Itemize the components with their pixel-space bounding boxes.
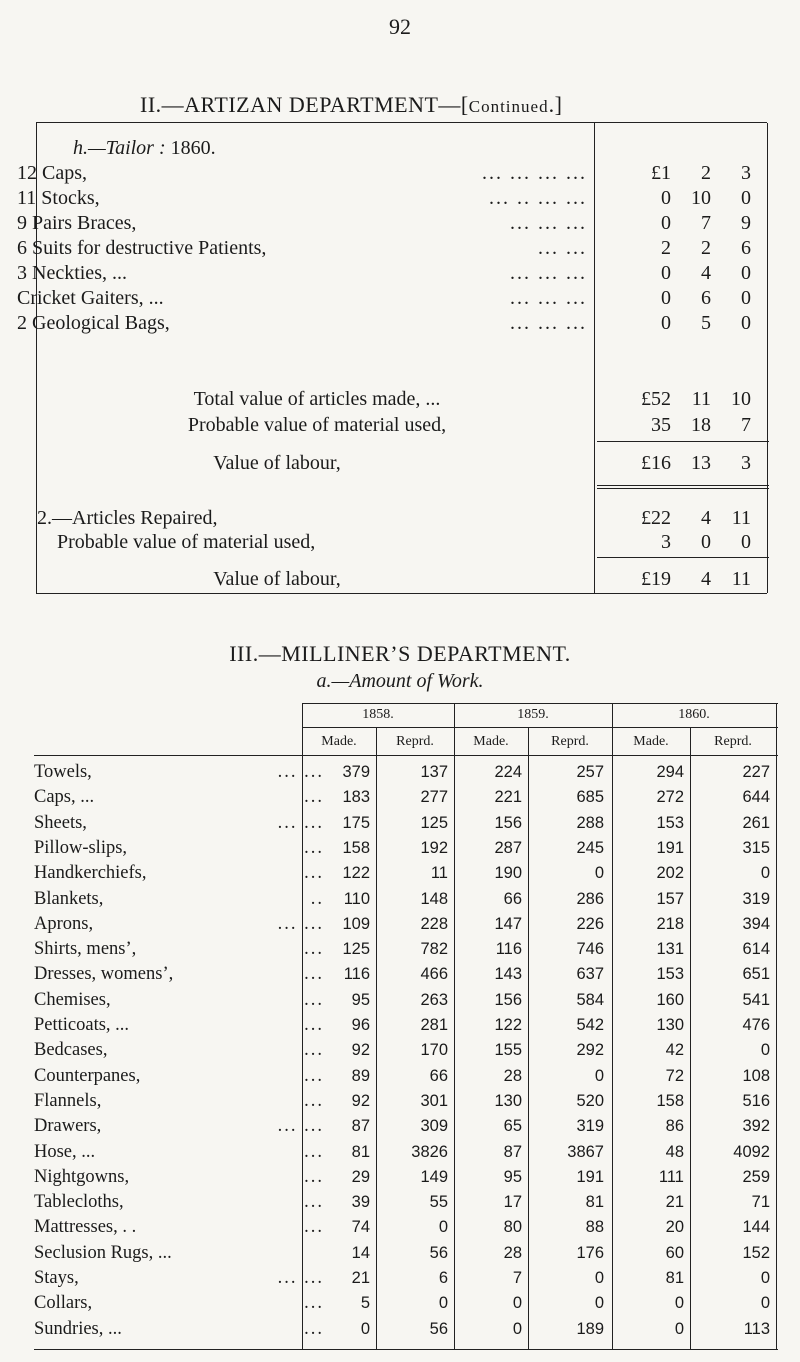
table-cell: 227 (742, 763, 770, 781)
leader-dots: ... ... (277, 812, 324, 833)
table-cell: 137 (420, 763, 448, 781)
table-cell: 644 (742, 788, 770, 807)
repaired-material-row: Probable value of material used, 3 0 0 (57, 531, 751, 553)
col-made-1860: Made. (633, 734, 669, 749)
table-cell: 109 (342, 914, 370, 933)
table-cell: 88 (585, 1218, 604, 1237)
table-cell: 74 (351, 1218, 370, 1237)
table-cell: 286 (576, 889, 604, 908)
table-row (34, 1318, 778, 1341)
item-name: Shirts, mens’, (34, 939, 137, 960)
table-cell: 394 (742, 914, 770, 933)
table-cell: 122 (342, 864, 370, 883)
table-row (34, 913, 778, 936)
table-cell: 65 (503, 1117, 522, 1136)
table-cell: 0 (594, 1066, 604, 1085)
table-cell: 0 (512, 1319, 522, 1338)
table-cell: 92 (351, 1041, 370, 1060)
tailor-account-box (17, 122, 767, 594)
table-cell: 39 (351, 1193, 370, 1212)
table-cell: 125 (342, 940, 370, 959)
table-cell: 113 (743, 1319, 770, 1338)
col-made-1859: Made. (473, 734, 509, 749)
item-name: Sundries, ... (34, 1318, 122, 1339)
table-cell: 245 (576, 838, 604, 857)
table-cell: 637 (576, 965, 604, 984)
leader-dots: ... ... (538, 237, 587, 259)
table-cell: 153 (656, 965, 684, 984)
leader-dots: ... (304, 1015, 324, 1035)
table-cell: 0 (760, 1041, 770, 1060)
leader-dots: ... (304, 1141, 324, 1162)
table-cell: 81 (665, 1269, 684, 1287)
table-row (34, 761, 778, 784)
item-name: Pillow-slips, (34, 837, 128, 858)
table-cell: 3826 (411, 1142, 448, 1161)
item-name: Stays, (34, 1268, 79, 1288)
table-cell: 0 (360, 1319, 370, 1338)
table-row (34, 888, 778, 911)
table-cell: 0 (594, 864, 604, 883)
table-cell: 116 (343, 965, 370, 984)
leader-dots: ... (304, 1217, 324, 1238)
col-reprd-1859: Reprd. (551, 734, 589, 749)
table-cell: 287 (494, 838, 522, 857)
tailor-item-label: 12 Caps, (17, 162, 87, 184)
table-cell: 0 (438, 1294, 448, 1313)
item-name: Dresses, womens’, (34, 964, 174, 985)
table-cell: 122 (494, 1016, 522, 1034)
table-cell: 520 (576, 1091, 604, 1110)
table-cell: 157 (656, 889, 684, 908)
table-cell: 152 (742, 1243, 770, 1262)
leader-dots: ... (304, 1065, 324, 1086)
table-cell: 315 (742, 838, 770, 857)
item-name: Sheets, (34, 812, 87, 833)
table-row (34, 862, 778, 885)
leader-dots: ... ... (277, 913, 324, 934)
table-cell: 392 (742, 1117, 770, 1136)
table-row (34, 1039, 778, 1062)
table-cell: 190 (494, 864, 522, 883)
table-row (34, 1065, 778, 1088)
table-row (34, 1141, 778, 1164)
tailor-item-row: 6 Suits for destructive Patients, ... ... 2 2 6 (17, 237, 751, 259)
item-name: Collars, (34, 1293, 93, 1314)
table-cell: 4092 (733, 1142, 770, 1161)
table-cell: 153 (656, 813, 684, 832)
table-cell: 319 (576, 1117, 604, 1136)
heading-end: .] (548, 92, 563, 117)
table-cell: 0 (760, 864, 770, 883)
table-cell: 29 (351, 1167, 370, 1186)
table-cell: 0 (760, 1269, 770, 1287)
table-cell: 0 (760, 1294, 770, 1313)
table-row (34, 938, 778, 961)
table-cell: 116 (495, 940, 522, 959)
table-cell: 226 (576, 914, 604, 933)
table-row (34, 1090, 778, 1113)
table-cell: 56 (429, 1319, 448, 1338)
table-cell: 158 (656, 1091, 684, 1110)
table-row (34, 1191, 778, 1214)
table-cell: 263 (420, 990, 448, 1009)
total-row: Total value of articles made, ... £52 11 10 (193, 388, 751, 410)
table-cell: 87 (351, 1117, 370, 1136)
tailor-item-label: 6 Suits for destructive Patients, (17, 237, 267, 259)
leader-dots: ... ... ... (510, 287, 587, 309)
table-cell: 309 (420, 1117, 448, 1136)
tailor-item-row: Cricket Gaiters, ... ... ... ... 0 6 0 (17, 287, 751, 309)
table-cell: 0 (512, 1294, 522, 1313)
table-cell: 176 (576, 1243, 604, 1262)
leader-dots: ... .. ... ... (489, 187, 587, 209)
item-name: Chemises, (34, 989, 111, 1010)
tailor-item-label: 9 Pairs Braces, (17, 212, 137, 234)
table-cell: 782 (420, 940, 448, 959)
leader-dots: ... ... ... (510, 212, 587, 234)
tailor-item-row: 9 Pairs Braces, ... ... ... 0 7 9 (17, 212, 751, 234)
table-cell: 111 (658, 1167, 684, 1186)
table-cell: 183 (342, 788, 370, 807)
table-cell: 259 (742, 1167, 770, 1186)
table-cell: 6 (438, 1269, 448, 1287)
item-name: Seclusion Rugs, ... (34, 1242, 172, 1263)
table-cell: 149 (420, 1167, 448, 1186)
table-cell: 72 (665, 1066, 684, 1085)
tailor-item-row: 3 Neckties, ... ... ... ... 0 4 0 (17, 262, 751, 284)
table-cell: 28 (503, 1066, 522, 1085)
leader-dots: ... (304, 1040, 324, 1061)
table-row (34, 786, 778, 809)
table-cell: 131 (656, 940, 684, 959)
table-cell: 301 (420, 1091, 448, 1110)
section-heading-milliner: III.—MILLINER’S DEPARTMENT. (229, 641, 571, 666)
table-cell: 60 (665, 1243, 684, 1262)
table-cell: 228 (420, 914, 448, 933)
tailor-item-label: 2 Geological Bags, (17, 312, 170, 334)
table-cell: 71 (751, 1193, 770, 1212)
table-cell: 92 (351, 1091, 370, 1110)
tailor-item-label: 11 Stocks, (17, 187, 100, 209)
table-cell: 614 (742, 940, 770, 959)
tailor-item-row: 12 Caps, ... ... ... ... £1 2 3 (17, 162, 751, 184)
leader-dots: ... (304, 837, 324, 858)
table-cell: 175 (342, 813, 370, 832)
tailor-item-row: 11 Stocks, ... .. ... ... 0 10 0 (17, 187, 751, 209)
item-name: Aprons, (34, 913, 94, 934)
heading-continued: Continued (468, 97, 549, 116)
table-cell: 685 (576, 788, 604, 807)
table-cell: 95 (503, 1167, 522, 1186)
leader-dots: ... (304, 1318, 324, 1339)
table-cell: 319 (742, 889, 770, 908)
table-cell: 191 (656, 838, 684, 857)
table-cell: 21 (351, 1269, 370, 1287)
material-row: Probable value of material used, 35 18 7 (187, 414, 751, 436)
leader-dots: ... (304, 1090, 324, 1111)
table-cell: 0 (674, 1294, 684, 1313)
leader-dots: ... (304, 1293, 324, 1314)
table-cell: 28 (503, 1243, 522, 1262)
item-name: Petticoats, ... (34, 1015, 130, 1035)
table-cell: 191 (576, 1167, 604, 1186)
table-cell: 148 (420, 889, 448, 908)
leader-dots: ... ... ... ... (482, 162, 587, 184)
heading-main: II.—ARTIZAN DEPARTMENT—[ (140, 92, 469, 117)
leader-dots: ... (304, 989, 324, 1010)
table-cell: 42 (665, 1041, 684, 1060)
col-reprd-1860: Reprd. (714, 734, 752, 749)
table-cell: 516 (742, 1091, 770, 1110)
table-cell: 170 (420, 1041, 448, 1060)
table-row (34, 1014, 778, 1037)
table-row (34, 1267, 778, 1290)
table-cell: 202 (656, 864, 684, 883)
item-name: Blankets, (34, 888, 104, 909)
table-cell: 584 (576, 990, 604, 1009)
table-cell: 66 (429, 1066, 448, 1085)
table-cell: 272 (656, 788, 684, 807)
table-cell: 20 (665, 1218, 684, 1237)
table-cell: 108 (742, 1066, 770, 1085)
table-cell: 55 (429, 1193, 448, 1212)
tailor-subtitle: h.—Tailor : 1860. (73, 137, 216, 159)
year-1858: 1858. (362, 707, 394, 722)
tailor-item-label: 3 Neckties, ... (17, 262, 127, 284)
item-name: Tablecloths, (34, 1192, 124, 1213)
table-row (34, 1292, 778, 1315)
table-cell: 542 (576, 1016, 604, 1034)
leader-dots: ... (304, 964, 324, 985)
table-row (34, 812, 778, 835)
tailor-item-row: 2 Geological Bags, ... ... ... 0 5 0 (17, 312, 751, 334)
table-cell: 379 (342, 763, 370, 781)
table-row (34, 1115, 778, 1138)
table-cell: 56 (429, 1243, 448, 1262)
col-reprd-1858: Reprd. (396, 734, 434, 749)
item-name: Flannels, (34, 1090, 102, 1111)
page-number: 92 (389, 14, 411, 39)
table-cell: 5 (360, 1294, 370, 1313)
item-name: Bedcases, (34, 1040, 108, 1061)
table-cell: 86 (665, 1117, 684, 1136)
table-cell: 466 (420, 965, 448, 984)
table-cell: 281 (420, 1016, 448, 1034)
leader-dots: ... (304, 863, 324, 884)
table-cell: 11 (430, 864, 448, 883)
year-1859: 1859. (517, 707, 549, 722)
table-row (34, 963, 778, 986)
labour-row: Value of labour, £16 13 3 (213, 452, 751, 474)
table-row (34, 989, 778, 1012)
leader-dots: ... (304, 787, 324, 808)
leader-dots: ... ... ... (510, 262, 587, 284)
table-cell: 0 (438, 1218, 448, 1237)
repaired-row: 2.—Articles Repaired, £22 4 11 (37, 507, 751, 529)
table-cell: 261 (742, 813, 770, 832)
item-name: Towels, (34, 762, 92, 782)
table-cell: 156 (494, 990, 522, 1009)
table-cell: 189 (576, 1319, 604, 1338)
table-cell: 294 (656, 763, 684, 781)
table-cell: 257 (576, 763, 604, 781)
table-row (34, 1216, 778, 1239)
table-cell: 81 (585, 1193, 604, 1212)
table-cell: 130 (656, 1016, 684, 1034)
table-cell: 21 (665, 1193, 684, 1212)
col-made-1858: Made. (321, 734, 357, 749)
table-cell: 7 (512, 1269, 522, 1287)
table-cell: 277 (420, 788, 448, 807)
item-name: Hose, ... (34, 1141, 96, 1162)
table-row (34, 837, 778, 860)
table-cell: 155 (494, 1041, 522, 1060)
table-cell: 130 (494, 1091, 522, 1110)
table-cell: 144 (742, 1218, 770, 1237)
item-name: Handkerchiefs, (34, 863, 147, 884)
table-cell: 3867 (567, 1142, 604, 1161)
table-cell: 80 (503, 1218, 522, 1237)
table-cell: 476 (742, 1016, 770, 1034)
table-row (34, 1242, 778, 1265)
table-cell: 96 (351, 1016, 370, 1034)
table-cell: 125 (420, 813, 448, 832)
leader-dots: ... ... (277, 1268, 324, 1288)
table-cell: 143 (494, 965, 522, 984)
leader-dots: ... (304, 939, 324, 960)
item-name: Mattresses, . . (34, 1217, 137, 1238)
table-cell: 746 (576, 940, 604, 959)
table-cell: 95 (351, 990, 370, 1009)
table-cell: 156 (494, 813, 522, 832)
table-cell: 221 (494, 788, 522, 807)
repaired-labour-row: Value of labour, £19 4 11 (213, 568, 751, 590)
section-heading-artizan (140, 92, 562, 118)
leader-dots: ... ... (277, 762, 324, 782)
table-cell: 0 (594, 1269, 604, 1287)
table-cell: 192 (420, 838, 448, 857)
table-cell: 66 (503, 889, 522, 908)
leader-dots: .. (310, 888, 324, 909)
year-1860: 1860. (678, 707, 710, 722)
leader-dots: ... (304, 1192, 324, 1213)
item-name: Counterpanes, (34, 1065, 141, 1086)
item-name: Caps, ... (34, 787, 95, 808)
table-cell: 160 (656, 990, 684, 1009)
leader-dots: ... ... ... (510, 312, 587, 334)
table-cell: 218 (656, 914, 684, 933)
table-cell: 81 (351, 1142, 370, 1161)
table-row (34, 1166, 778, 1189)
table-cell: 110 (343, 889, 370, 908)
tailor-item-label: Cricket Gaiters, ... (17, 287, 164, 309)
table-cell: 292 (576, 1041, 604, 1060)
table-cell: 0 (674, 1319, 684, 1338)
table-cell: 87 (503, 1142, 522, 1161)
table-cell: 224 (494, 763, 522, 781)
table-cell: 0 (594, 1294, 604, 1313)
section-subheading-amount: a.—Amount of Work. (316, 670, 484, 692)
leader-dots: ... ... (277, 1116, 324, 1137)
table-cell: 541 (742, 990, 770, 1009)
table-cell: 147 (494, 914, 522, 933)
table-cell: 651 (742, 965, 770, 984)
leader-dots: ... (304, 1166, 324, 1187)
table-cell: 48 (665, 1142, 684, 1161)
table-cell: 17 (503, 1193, 522, 1212)
item-name: Nightgowns, (34, 1166, 130, 1187)
milliner-table (34, 703, 778, 1351)
table-cell: 14 (351, 1243, 370, 1262)
item-name: Drawers, (34, 1116, 102, 1137)
table-cell: 89 (351, 1066, 370, 1085)
table-cell: 158 (342, 838, 370, 857)
table-cell: 288 (576, 813, 604, 832)
